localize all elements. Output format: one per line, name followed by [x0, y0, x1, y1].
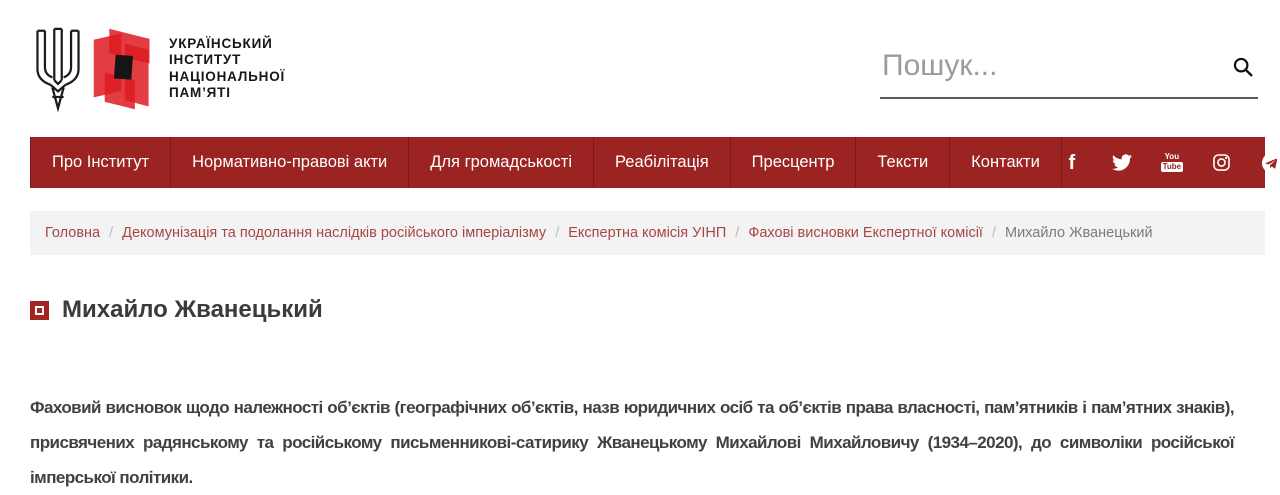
logo-title-line: ПАМ’ЯТІ: [169, 85, 231, 100]
logo-title: [169, 36, 285, 102]
nav-item-legal-acts[interactable]: Нормативно-правові акти: [170, 137, 408, 188]
logo-red-mark-icon: [86, 25, 155, 113]
facebook-link[interactable]: [1062, 152, 1082, 174]
nav-item-for-public[interactable]: Для громадськості: [408, 137, 593, 188]
nav-item-about[interactable]: Про Інститут: [30, 137, 170, 188]
search-button[interactable]: [1232, 55, 1256, 79]
search-input[interactable]: [880, 45, 1258, 99]
site-header: [0, 0, 1280, 137]
breadcrumb-link-expert-commission[interactable]: Експертна комісія УІНП: [568, 225, 727, 241]
search-box: [880, 45, 1258, 99]
twitter-icon: [1112, 154, 1132, 171]
title-bullet-icon: [30, 301, 49, 320]
title-bullet-core: [37, 308, 42, 313]
breadcrumb-link-decommunization[interactable]: Декомунізація та подолання наслідків російського імперіалізму: [122, 225, 547, 241]
conclusion-paragraph: Фаховий висновок щодо належності об’єктів (географічних об’єктів, назв юридичних осіб та об’єктів права власності, пам’ятників і пам’ятних знаків), присвячених радянському та російському письменникові-сатирику Жванецькому Михайлові Михайловичу (1934–2020), до символіки російської імперської політики.: [30, 398, 1234, 487]
page-title-row: [30, 296, 1234, 324]
instagram-icon: [1212, 153, 1231, 172]
breadcrumb-current: Михайло Жванецький: [1004, 225, 1153, 241]
breadcrumb-separator: /: [991, 225, 996, 241]
page-title: Михайло Жванецький: [62, 296, 323, 323]
social-links: [1062, 137, 1280, 188]
twitter-link[interactable]: [1112, 152, 1132, 174]
breadcrumb-separator: /: [555, 225, 560, 241]
nav-item-texts[interactable]: Тексти: [855, 137, 949, 188]
nav-item-contacts[interactable]: Контакти: [949, 137, 1062, 188]
telegram-link[interactable]: [1262, 152, 1280, 174]
title-bullet-inner: [35, 306, 44, 315]
logo-title-line: ІНСТИТУТ: [169, 52, 242, 67]
instagram-link[interactable]: [1212, 152, 1232, 174]
breadcrumb: [30, 211, 1265, 255]
logo-title-line: НАЦІОНАЛЬНОЇ: [169, 68, 286, 84]
breadcrumb-link-home[interactable]: Головна: [45, 225, 101, 241]
telegram-icon: [1261, 152, 1280, 174]
youtube-icon: You Tube: [1162, 152, 1182, 171]
site-logo[interactable]: [30, 25, 285, 113]
facebook-icon: f: [1068, 151, 1076, 174]
logo-title-line: УКРАЇНСЬКИЙ: [169, 35, 273, 51]
nav-item-rehabilitation[interactable]: Реабілітація: [593, 137, 730, 188]
main-content: [0, 296, 1280, 495]
main-nav: [30, 137, 1265, 188]
trident-icon: [30, 25, 86, 113]
breadcrumb-separator: /: [735, 225, 740, 241]
breadcrumb-separator: /: [109, 225, 114, 241]
search-icon: [1232, 56, 1256, 78]
youtube-link[interactable]: [1162, 152, 1182, 174]
nav-item-press-center[interactable]: Пресцентр: [730, 137, 856, 188]
breadcrumb-link-expert-conclusions[interactable]: Фахові висновки Експертної комісії: [748, 225, 983, 241]
